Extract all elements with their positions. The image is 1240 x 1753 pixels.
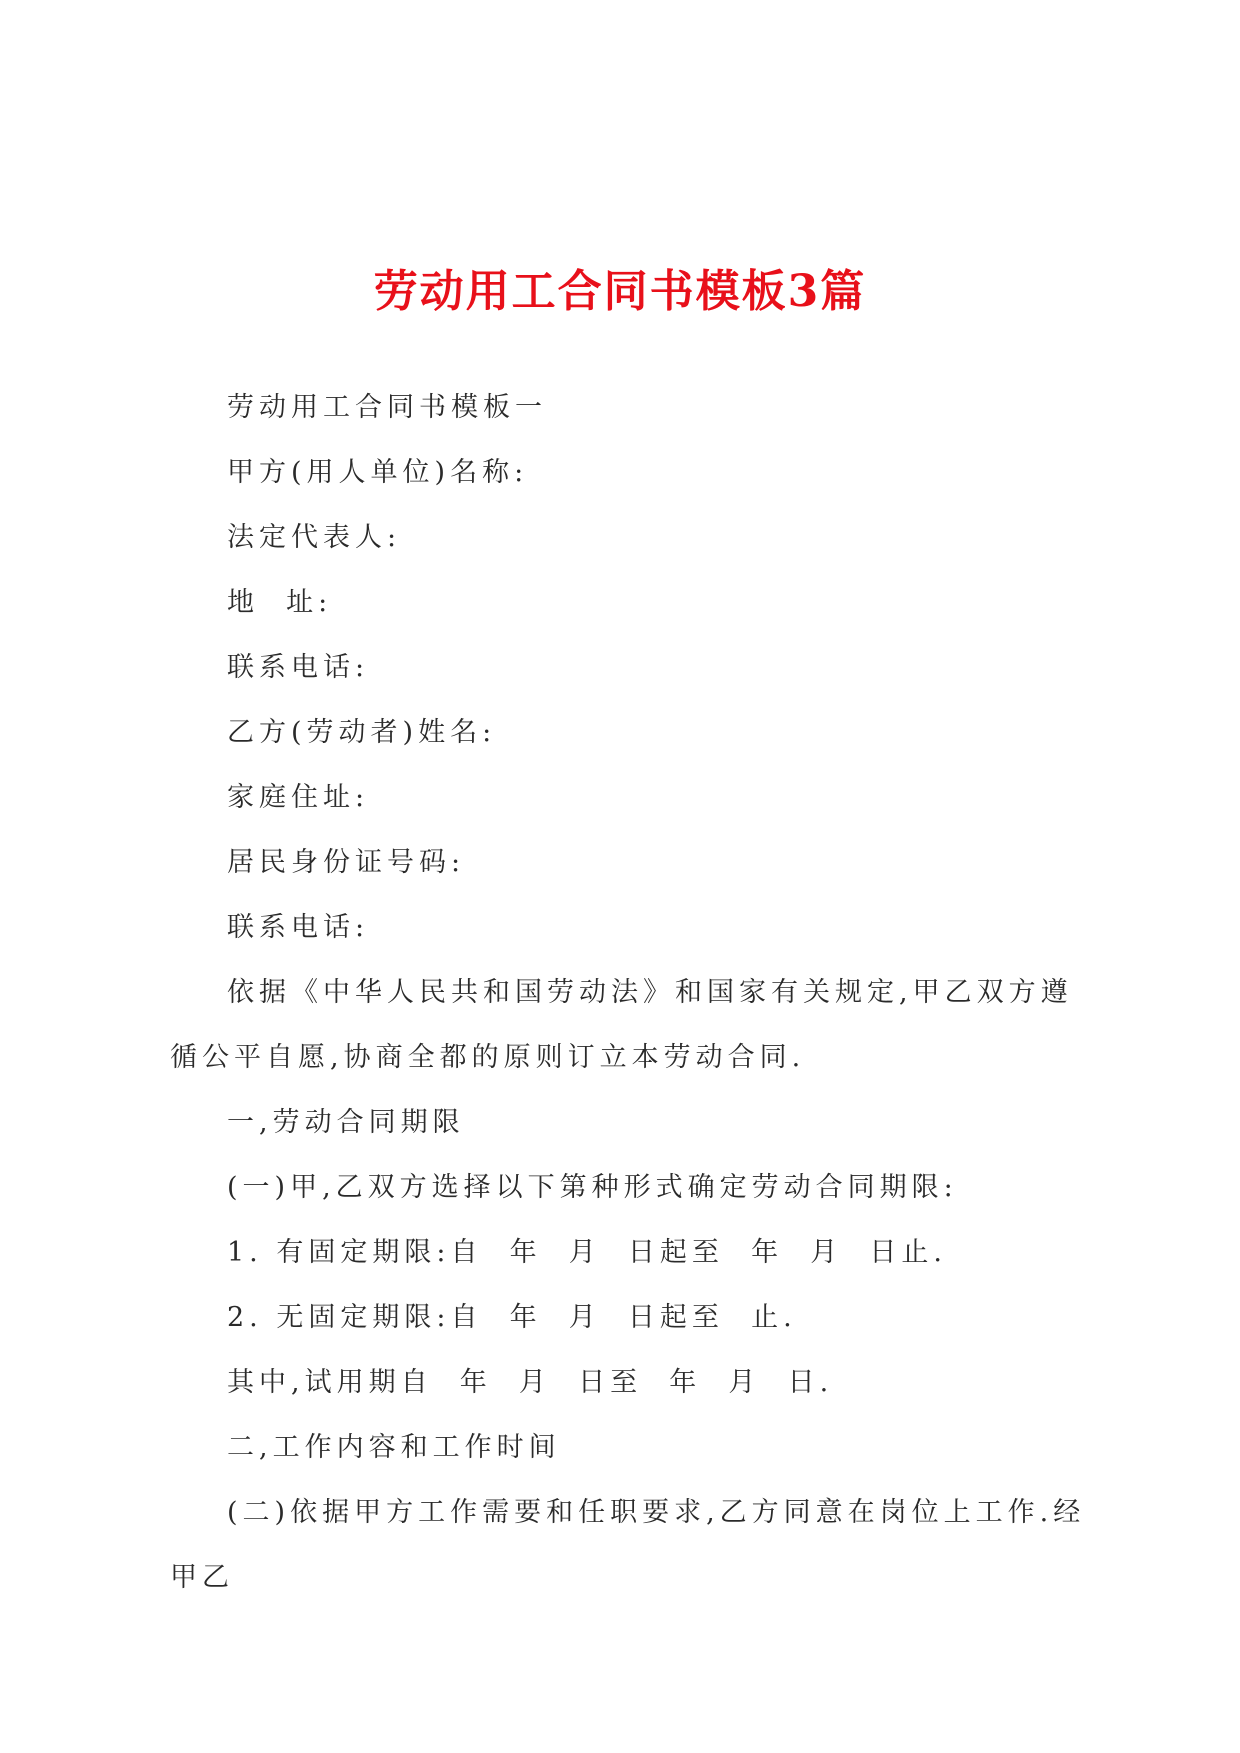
paragraph-party-b-name: 乙方(劳动者)姓名:: [227, 717, 497, 748]
paragraph-work-position: (二)依据甲方工作需要和任职要求,乙方同意在岗位上工作.经甲乙: [170, 1497, 1086, 1593]
paragraph-party-b-phone: 联系电话:: [227, 912, 370, 943]
document-body: [170, 375, 1090, 1610]
paragraph-fixed-term: 1. 有固定期限:自 年 月 日起至 年 月 日止.: [227, 1237, 948, 1268]
section-heading-work-content: 二,工作内容和工作时间: [227, 1432, 561, 1463]
paragraph-id-number: 居民身份证号码:: [227, 847, 466, 878]
paragraph-term-form: (一)甲,乙双方选择以下第种形式确定劳动合同期限:: [227, 1172, 958, 1203]
paragraph-home-address: 家庭住址:: [227, 782, 370, 813]
paragraph-legal-representative: 法定代表人:: [227, 522, 402, 553]
paragraph-template-heading: 劳动用工合同书模板一: [227, 392, 547, 423]
paragraph-address: 地 址:: [227, 587, 333, 618]
section-heading-contract-term: 一,劳动合同期限: [227, 1107, 465, 1138]
document-title: 劳动用工合同书模板3篇: [373, 266, 867, 317]
paragraph-party-a-phone: 联系电话:: [227, 652, 370, 683]
paragraph-probation: 其中,试用期自 年 月 日至 年 月 日.: [227, 1367, 834, 1398]
paragraph-preamble: 依据《中华人民共和国劳动法》和国家有关规定,甲乙双方遵循公平自愿,协商全都的原则订立本劳动合同.: [170, 977, 1073, 1073]
paragraph-party-a-name: 甲方(用人单位)名称:: [227, 457, 529, 488]
paragraph-open-term: 2. 无固定期限:自 年 月 日起至 止.: [227, 1302, 797, 1333]
